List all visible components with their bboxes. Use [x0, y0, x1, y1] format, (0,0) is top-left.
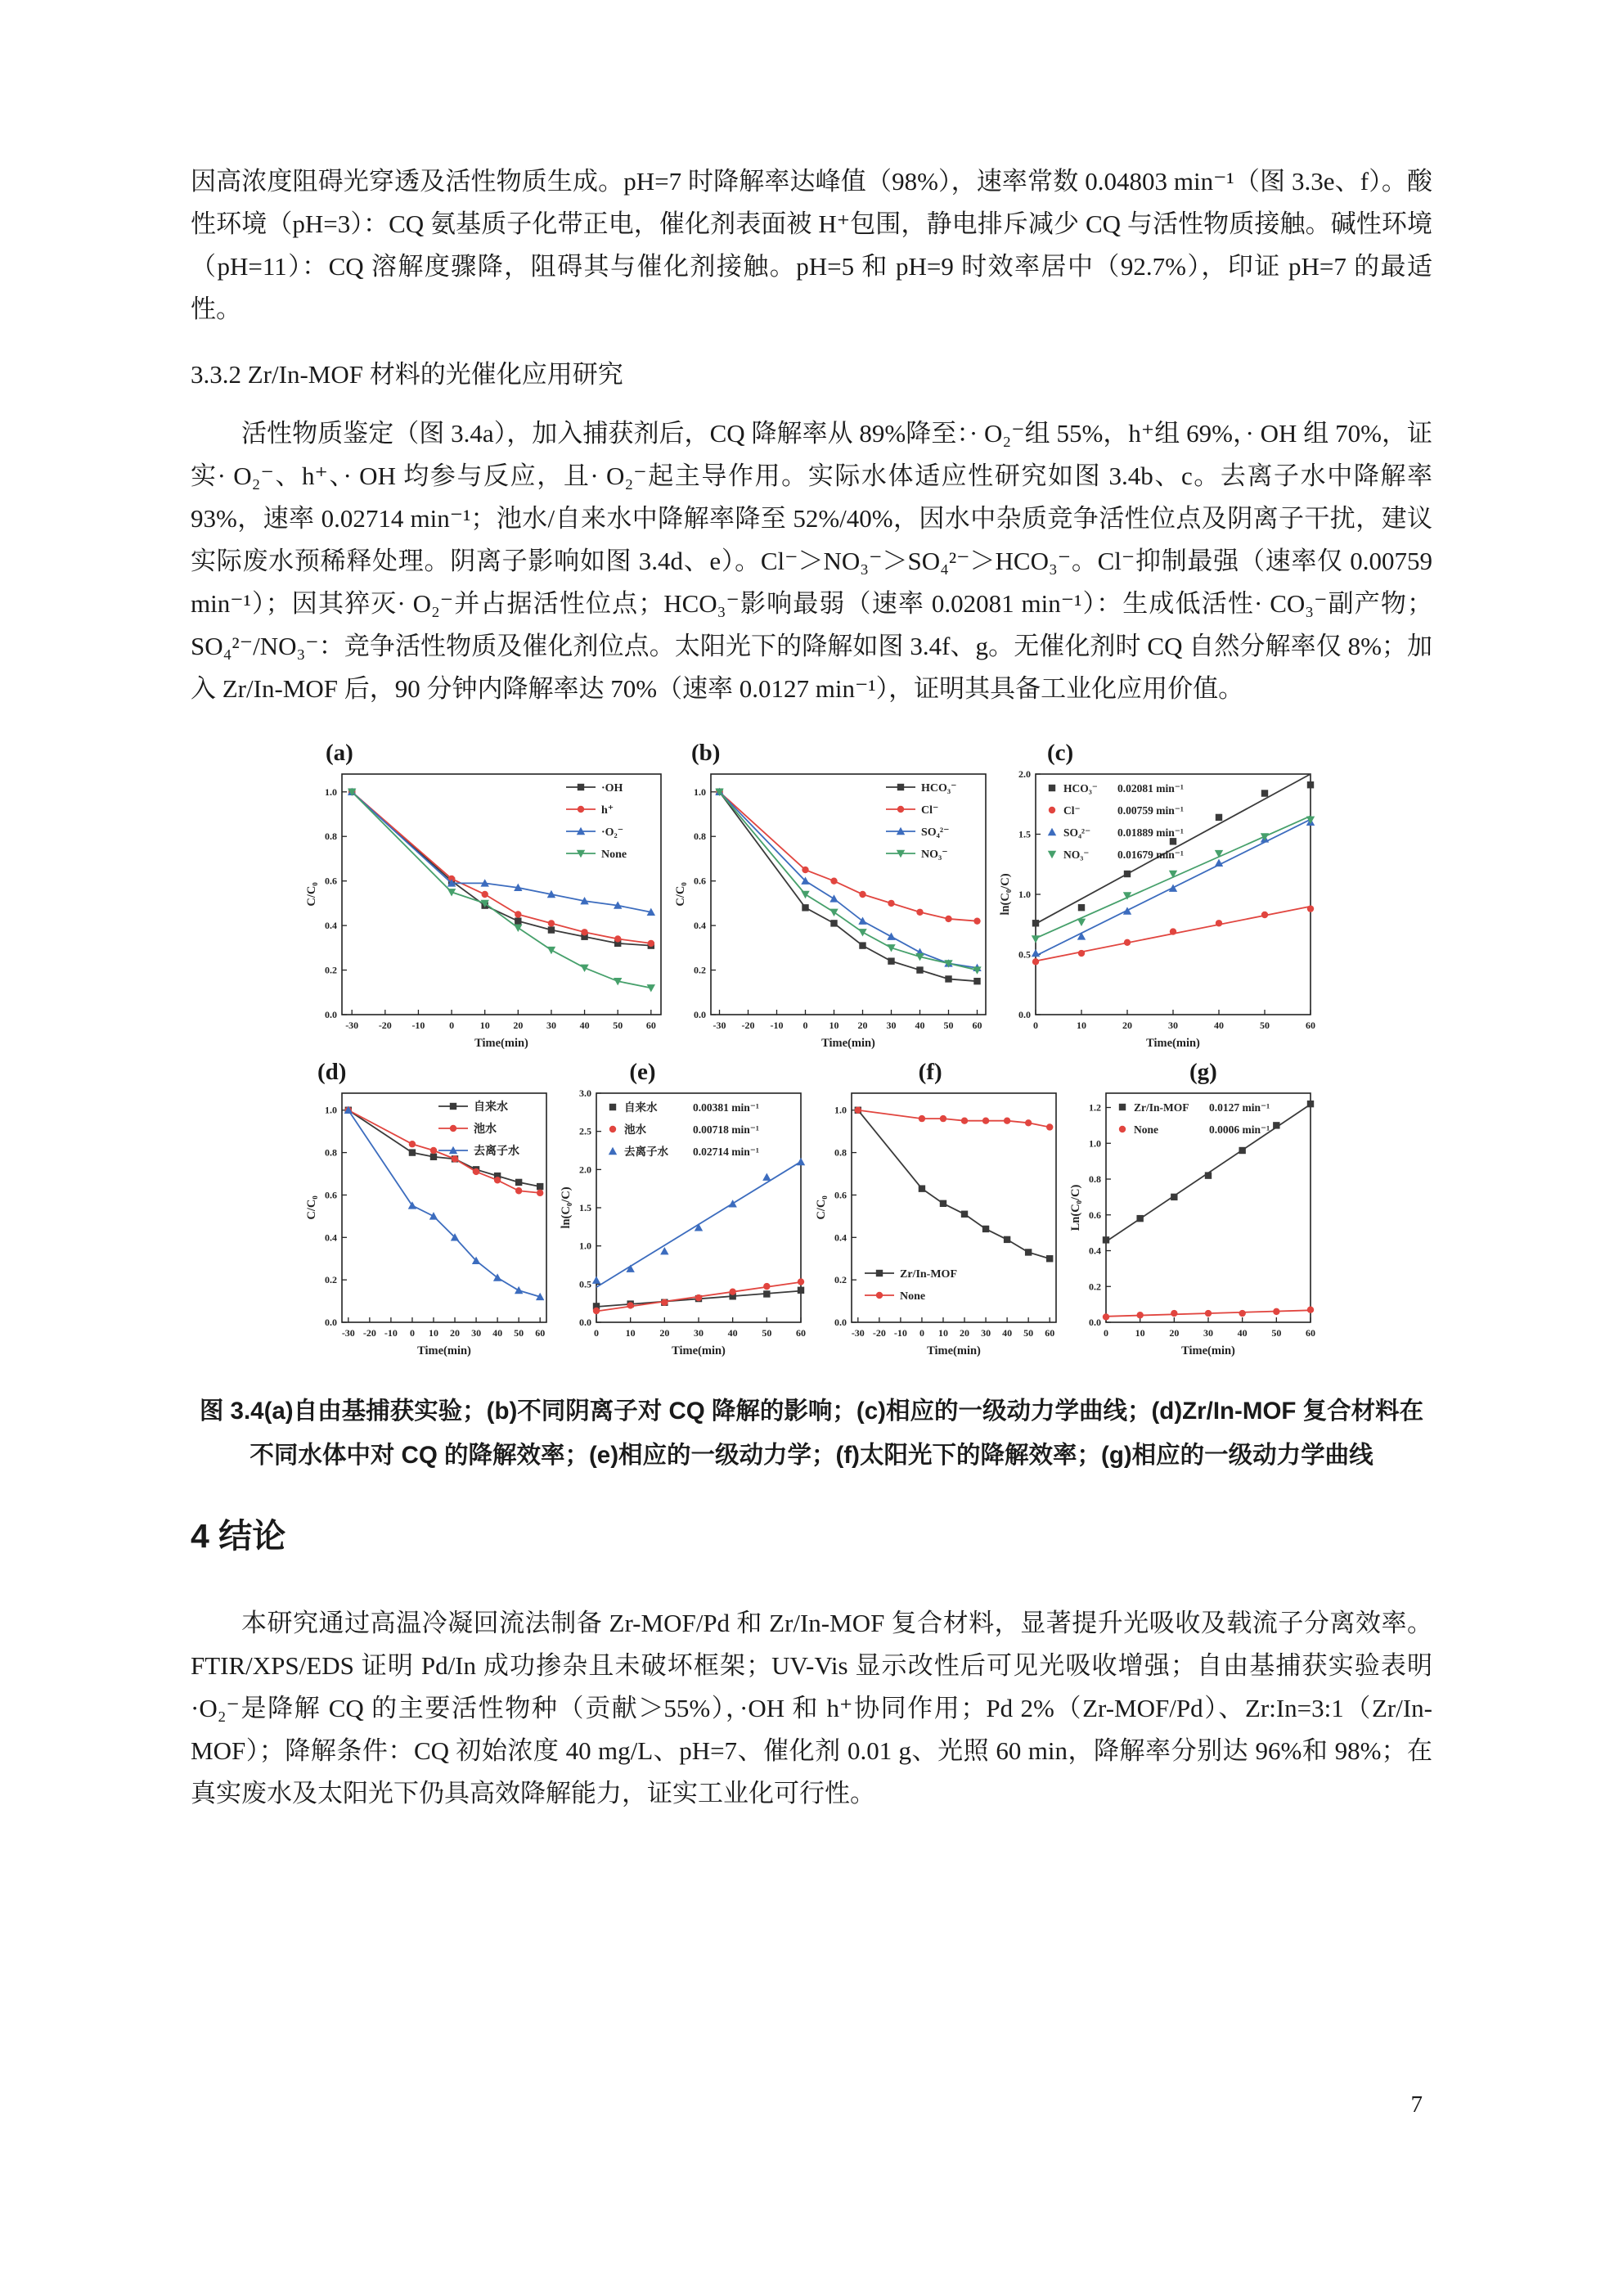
svg-text:0.4: 0.4 [694, 920, 706, 932]
svg-text:1.0: 1.0 [325, 1104, 337, 1116]
chart-e-plot [559, 1087, 809, 1360]
svg-text:0: 0 [803, 1020, 808, 1031]
chart-a-label: (a) [326, 740, 353, 766]
chart-d [304, 1057, 555, 1360]
svg-text:1.0: 1.0 [579, 1240, 592, 1252]
svg-text:30: 30 [886, 1020, 897, 1031]
svg-text:40: 40 [1001, 1327, 1012, 1339]
svg-text:20: 20 [513, 1020, 524, 1031]
svg-text:-30: -30 [345, 1020, 359, 1031]
svg-text:60: 60 [1044, 1327, 1054, 1339]
svg-text:10: 10 [479, 1020, 490, 1031]
svg-text:2.0: 2.0 [579, 1164, 592, 1176]
chart-b-label: (b) [691, 740, 721, 766]
svg-text:NO₃⁻: NO₃⁻ [921, 849, 948, 861]
svg-text:-20: -20 [362, 1327, 376, 1339]
svg-text:0.2: 0.2 [694, 964, 706, 976]
svg-text:10: 10 [937, 1327, 948, 1339]
svg-text:0.6: 0.6 [1088, 1209, 1101, 1221]
chart-f-label: (f) [918, 1059, 942, 1085]
svg-text:30: 30 [546, 1020, 556, 1031]
svg-text:Ln(C₀/C): Ln(C₀/C) [1068, 1184, 1082, 1231]
svg-text:-20: -20 [872, 1327, 886, 1339]
svg-text:h⁺: h⁺ [601, 804, 614, 817]
svg-text:50: 50 [1271, 1327, 1282, 1339]
chart-c-label: (c) [1047, 740, 1074, 766]
svg-text:40: 40 [1214, 1020, 1224, 1031]
svg-text:·OH: ·OH [601, 782, 623, 795]
svg-text:0.00759 min⁻¹: 0.00759 min⁻¹ [1117, 804, 1184, 817]
svg-text:0.4: 0.4 [834, 1231, 847, 1244]
svg-text:Time(min): Time(min) [672, 1344, 726, 1357]
svg-text:Time(min): Time(min) [1181, 1344, 1235, 1357]
svg-text:None: None [899, 1290, 925, 1303]
svg-text:30: 30 [980, 1327, 991, 1339]
svg-text:Time(min): Time(min) [474, 1037, 528, 1050]
svg-text:30: 30 [1203, 1327, 1213, 1339]
svg-text:Time(min): Time(min) [821, 1037, 875, 1050]
svg-text:ln(C₀/C): ln(C₀/C) [999, 873, 1012, 916]
section-heading-conclusion: 4 结论 [191, 1517, 286, 1555]
svg-text:10: 10 [1077, 1020, 1086, 1031]
svg-text:自来水: 自来水 [474, 1101, 508, 1114]
svg-text:0.0: 0.0 [325, 1317, 337, 1328]
paragraph-conclusion: 本研究通过高温冷凝回流法制备 Zr-MOF/Pd 和 Zr/In-MOF 复合材料，显著提升光吸收及载流子分离效率。FTIR/XPS/EDS 证明 Pd/In 成功掺杂且未破坏框架；UV-Vis 显示改性后可见光吸收增强；自由基捕获实验表明·O₂⁻是降解 CQ 的主要活性物种（贡献＞55%），·OH 和 h⁺协同作用；Pd 2%（Zr-MOF/Pd）、Zr:In=3:1（Zr/In-MOF）；降解条件：CQ 初始浓度 40 mg/L、pH=7、催化剂 0.01 g、光照 60 min，降解率分别达 96%和 98%；在真实废水及太阳光下仍具高效降解能力，证实工业化可行性。 [191, 1609, 1432, 1808]
svg-text:30: 30 [694, 1327, 704, 1339]
svg-text:Time(min): Time(min) [417, 1344, 471, 1357]
svg-text:SO₄²⁻: SO₄²⁻ [1063, 826, 1091, 839]
svg-text:40: 40 [1237, 1327, 1248, 1339]
svg-text:-30: -30 [341, 1327, 355, 1339]
svg-text:-10: -10 [893, 1327, 907, 1339]
svg-text:-10: -10 [384, 1327, 398, 1339]
svg-text:50: 50 [762, 1327, 772, 1339]
svg-text:50: 50 [514, 1327, 524, 1339]
chart-b [673, 738, 994, 1052]
svg-text:HCO₃⁻: HCO₃⁻ [921, 782, 957, 795]
svg-text:50: 50 [1023, 1327, 1033, 1339]
svg-text:0.00381 min⁻¹: 0.00381 min⁻¹ [693, 1101, 760, 1114]
svg-text:0.6: 0.6 [325, 875, 337, 887]
svg-text:20: 20 [450, 1327, 461, 1339]
svg-text:0.0: 0.0 [579, 1317, 592, 1328]
svg-text:0.0006 min⁻¹: 0.0006 min⁻¹ [1208, 1123, 1270, 1136]
svg-text:1.0: 1.0 [694, 786, 706, 798]
svg-text:去离子水: 去离子水 [474, 1146, 519, 1158]
svg-text:50: 50 [943, 1020, 954, 1031]
svg-text:0: 0 [409, 1327, 415, 1339]
chart-d-plot [304, 1087, 555, 1360]
svg-text:50: 50 [613, 1020, 623, 1031]
svg-text:60: 60 [645, 1020, 656, 1031]
svg-text:Time(min): Time(min) [926, 1344, 981, 1357]
svg-text:1.5: 1.5 [1018, 828, 1031, 840]
svg-text:1.0: 1.0 [1018, 889, 1031, 900]
figure-charts-montage [304, 738, 1319, 1360]
svg-text:C/C₀: C/C₀ [305, 882, 318, 907]
figure-row-2 [304, 1057, 1319, 1360]
svg-text:0.8: 0.8 [325, 831, 337, 843]
svg-text:自来水: 自来水 [624, 1101, 658, 1114]
svg-text:0.6: 0.6 [834, 1189, 847, 1201]
chart-b-plot [673, 768, 994, 1052]
svg-text:0.0: 0.0 [1088, 1317, 1101, 1328]
svg-text:0.8: 0.8 [694, 831, 706, 843]
paragraph-ph-effect: 因高浓度阻碍光穿透及活性物质生成。pH=7 时降解率达峰值（98%），速率常数 0.04803 min⁻¹（图 3.3e、f）。酸性环境（pH=3）：CQ 氨基质子化带正电，催化剂表面被 H⁺包围，静电排斥减少 CQ 与活性物质接触。碱性环境（pH=11）：CQ 溶解度骤降，阻碍其与催化剂接触。pH=5 和 pH=9 时效率居中（92.7%），印证 pH=7 的最适性。 [191, 167, 1432, 323]
svg-text:20: 20 [1122, 1020, 1132, 1031]
svg-text:40: 40 [727, 1327, 738, 1339]
svg-text:20: 20 [857, 1020, 868, 1031]
svg-text:40: 40 [579, 1020, 590, 1031]
svg-text:-10: -10 [770, 1020, 784, 1031]
chart-e-label: (e) [629, 1059, 656, 1085]
chart-a [304, 738, 669, 1052]
section-heading-3-3-2: 3.3.2 Zr/In-MOF 材料的光催化应用研究 [191, 360, 623, 389]
svg-text:1.2: 1.2 [1088, 1101, 1101, 1114]
svg-text:0.2: 0.2 [834, 1274, 847, 1286]
svg-text:-20: -20 [741, 1020, 755, 1031]
svg-text:None: None [1133, 1123, 1158, 1136]
svg-text:3.0: 3.0 [579, 1087, 592, 1099]
chart-a-plot [304, 768, 669, 1052]
svg-text:Zr/In-MOF: Zr/In-MOF [899, 1268, 957, 1281]
svg-text:0.02714 min⁻¹: 0.02714 min⁻¹ [693, 1146, 760, 1158]
svg-text:10: 10 [1135, 1327, 1145, 1339]
svg-text:2.0: 2.0 [1018, 768, 1031, 780]
svg-text:20: 20 [659, 1327, 670, 1339]
svg-text:20: 20 [959, 1327, 969, 1339]
chart-f-plot [814, 1087, 1064, 1360]
svg-text:60: 60 [796, 1327, 807, 1339]
figure-caption: 图 3.4(a)自由基捕获实验；(b)不同阴离子对 CQ 降解的影响；(c)相应的一级动力学曲线；(d)Zr/In-MOF 复合材料在不同水体中对 CQ 的降解效率；(e)相应的一级动力学；(f)太阳光下的降解效率；(g)相应的一级动力学曲线 [199, 1398, 1424, 1469]
chart-f [814, 1057, 1064, 1360]
svg-text:1.0: 1.0 [834, 1104, 847, 1116]
figure-3-4 [304, 738, 1319, 1360]
chart-g-label: (g) [1189, 1059, 1217, 1085]
svg-text:60: 60 [972, 1020, 982, 1031]
svg-text:40: 40 [915, 1020, 925, 1031]
svg-text:2.5: 2.5 [579, 1125, 592, 1137]
svg-text:-30: -30 [713, 1020, 726, 1031]
svg-text:0.6: 0.6 [325, 1189, 337, 1201]
svg-text:0.5: 0.5 [579, 1278, 592, 1290]
svg-text:0.2: 0.2 [325, 964, 337, 976]
svg-text:-10: -10 [411, 1020, 425, 1031]
svg-text:-30: -30 [851, 1327, 865, 1339]
svg-text:50: 50 [1260, 1020, 1270, 1031]
chart-g [1068, 1057, 1319, 1360]
svg-text:0: 0 [594, 1327, 600, 1339]
svg-text:·O₂⁻: ·O₂⁻ [601, 826, 624, 839]
svg-text:0: 0 [1033, 1020, 1038, 1031]
svg-text:C/C₀: C/C₀ [814, 1195, 828, 1220]
svg-text:HCO₃⁻: HCO₃⁻ [1063, 782, 1098, 795]
svg-text:10: 10 [428, 1327, 438, 1339]
svg-text:池水: 池水 [624, 1123, 647, 1136]
svg-text:0.8: 0.8 [325, 1146, 337, 1159]
svg-text:Cl⁻: Cl⁻ [1063, 804, 1081, 817]
svg-text:Cl⁻: Cl⁻ [921, 804, 939, 817]
figure-row-1 [304, 738, 1319, 1052]
svg-text:0.01889 min⁻¹: 0.01889 min⁻¹ [1117, 826, 1184, 839]
chart-c [998, 738, 1319, 1052]
svg-text:0.0: 0.0 [834, 1317, 847, 1328]
svg-text:Zr/In-MOF: Zr/In-MOF [1133, 1101, 1189, 1114]
svg-text:0.2: 0.2 [325, 1274, 337, 1286]
svg-text:池水: 池水 [474, 1123, 497, 1136]
svg-text:0.4: 0.4 [1088, 1245, 1101, 1257]
svg-text:0.00718 min⁻¹: 0.00718 min⁻¹ [693, 1123, 760, 1136]
svg-text:0.2: 0.2 [1088, 1281, 1101, 1293]
svg-text:-20: -20 [378, 1020, 392, 1031]
svg-text:30: 30 [471, 1327, 482, 1339]
svg-text:0.4: 0.4 [325, 920, 337, 932]
svg-text:60: 60 [1305, 1327, 1315, 1339]
svg-text:60: 60 [1306, 1020, 1315, 1031]
svg-text:20: 20 [1169, 1327, 1180, 1339]
chart-c-plot [998, 768, 1319, 1052]
svg-text:0.0: 0.0 [325, 1009, 337, 1020]
svg-text:0: 0 [919, 1327, 924, 1339]
svg-text:10: 10 [625, 1327, 636, 1339]
svg-text:0.8: 0.8 [1088, 1173, 1101, 1185]
svg-text:0.5: 0.5 [1018, 948, 1031, 961]
chart-e [559, 1057, 809, 1360]
svg-text:60: 60 [535, 1327, 546, 1339]
svg-text:30: 30 [1168, 1020, 1178, 1031]
svg-text:1.5: 1.5 [579, 1202, 592, 1213]
svg-text:0.8: 0.8 [834, 1146, 847, 1159]
svg-text:None: None [601, 849, 627, 861]
svg-text:0.02081 min⁻¹: 0.02081 min⁻¹ [1117, 782, 1184, 795]
svg-text:C/C₀: C/C₀ [674, 882, 687, 907]
svg-text:Time(min): Time(min) [1146, 1037, 1200, 1050]
svg-text:0.0: 0.0 [694, 1009, 706, 1020]
svg-text:0.0127 min⁻¹: 0.0127 min⁻¹ [1208, 1101, 1270, 1114]
svg-text:1.0: 1.0 [325, 786, 337, 798]
svg-text:1.0: 1.0 [1088, 1137, 1101, 1150]
svg-text:SO₄²⁻: SO₄²⁻ [921, 826, 950, 839]
page-number: 7 [1410, 2091, 1423, 2118]
svg-text:0.01679 min⁻¹: 0.01679 min⁻¹ [1117, 849, 1184, 861]
chart-g-plot [1068, 1087, 1319, 1360]
svg-text:去离子水: 去离子水 [624, 1146, 669, 1158]
chart-d-label: (d) [317, 1059, 347, 1085]
svg-text:0.4: 0.4 [325, 1231, 337, 1244]
svg-text:0.6: 0.6 [694, 875, 706, 887]
svg-text:0.0: 0.0 [1018, 1009, 1031, 1020]
svg-text:0: 0 [1103, 1327, 1108, 1339]
svg-text:C/C₀: C/C₀ [305, 1195, 318, 1220]
svg-text:NO₃⁻: NO₃⁻ [1063, 849, 1090, 861]
svg-text:ln(C₀/C): ln(C₀/C) [560, 1186, 573, 1229]
paragraph-photocatalysis-application: 活性物质鉴定（图 3.4a），加入捕获剂后，CQ 降解率从 89%降至：· O₂⁻组 55%，h⁺组 69%，· OH 组 70%，证实· O₂⁻、h⁺、· OH 均参与反应，且· O₂⁻起主导作用。实际水体适应性研究如图 3.4b、c。去离子水中降解率 93%，速率 0.02714 min⁻¹；池水/自来水中降解率降至 52%/40%，因水中杂质竞争活性位点及阴离子干扰，建议实际废水预稀释处理。阴离子影响如图 3.4d、e）。Cl⁻＞NO₃⁻＞SO₄²⁻＞HCO₃⁻。Cl⁻抑制最强（速率仅 0.00759 min⁻¹）；因其猝灭· O₂⁻并占据活性位点；HCO₃⁻影响最弱（速率 0.02081 min⁻¹）：生成低活性· CO₃⁻副产物；SO₄²⁻/NO₃⁻：竞争活性物质及催化剂位点。太阳光下的降解如图 3.4f、g。无催化剂时 CQ 自然分解率仅 8%；加入 Zr/In-MOF 后，90 分钟内降解率达 70%（速率 0.0127 min⁻¹），证明其具备工业化应用价值。 [191, 419, 1432, 703]
svg-text:10: 10 [829, 1020, 839, 1031]
svg-text:0: 0 [449, 1020, 455, 1031]
svg-text:40: 40 [492, 1327, 503, 1339]
